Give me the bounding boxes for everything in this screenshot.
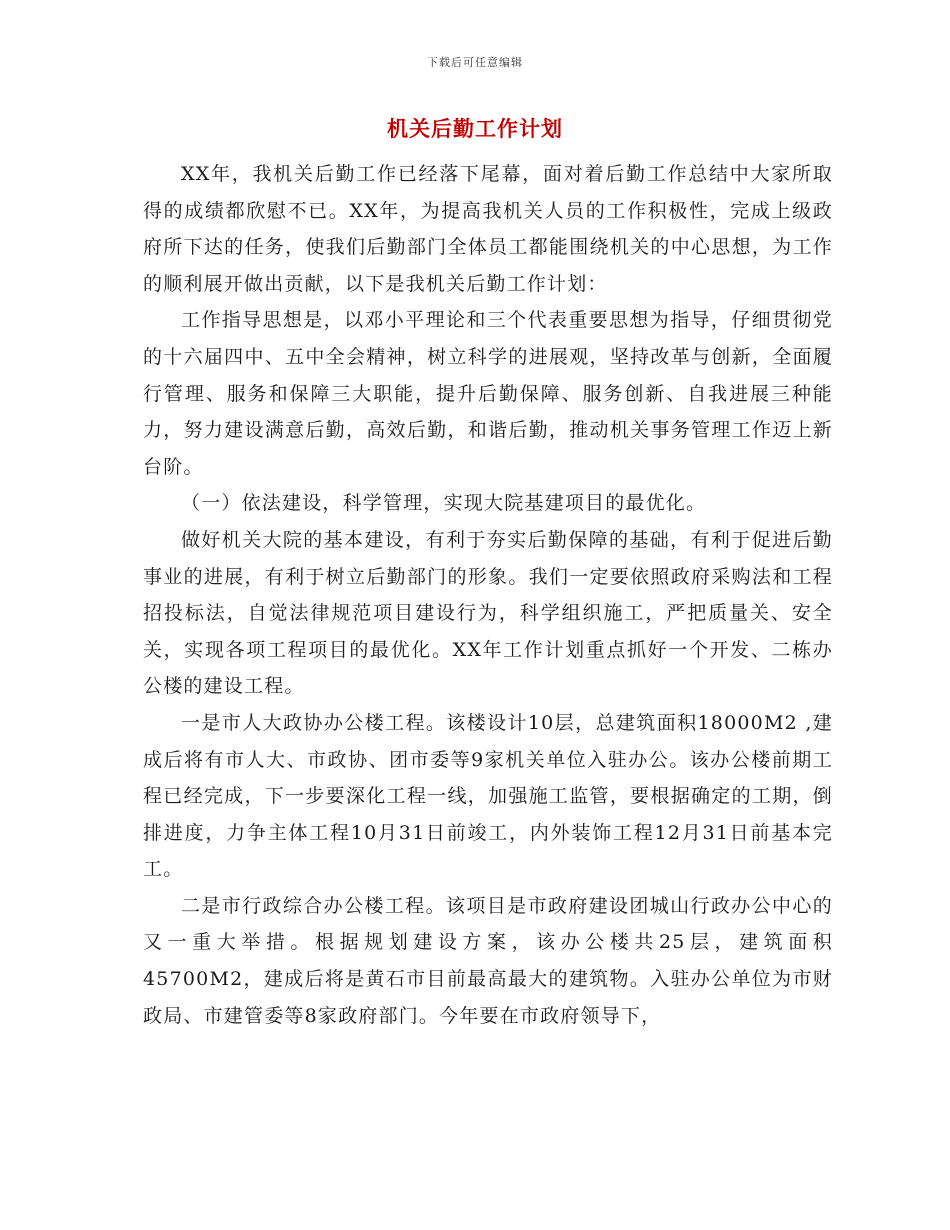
page-header-note: 下载后可任意编辑 [427,56,523,69]
paragraph-construction: 做好机关大院的基本建设，有利于夯实后勤保障的基础，有利于促进后勤事业的进展，有利于树立后勤部门的形象。我们一定要依照政府采购法和工程招投标法，自觉法律规范项目建设行为，科学组织施工，严把质量关、安全关，实现各项工程项目的最优化。XX年工作计划重点抓好一个开发、二栋办公楼的建设工程。 [143,528,833,698]
paragraph-project-1: 一是市人大政协办公楼工程。该楼设计10层，总建筑面积18000M2 ,建成后将有市人大、市政协、团市委等9家机关单位入驻办公。该办公楼前期工程已经完成，下一步要深化工程一线，加强施工监管，要根据确定的工期，倒排进度，力争主体工程10月31日前竣工，内外装饰工程12月31日前基本完工。 [143,711,833,881]
paragraph-intro: XX年，我机关后勤工作已经落下尾幕，面对着后勤工作总结中大家所取得的成绩都欣慰不已。XX年，为提高我机关人员的工作积极性，完成上级政府所下达的任务，使我们后勤部门全体员工都能围绕机关的中心思想，为工作的顺利展开做出贡献，以下是我机关后勤工作计划： [143,163,833,295]
document-body [143,156,833,1034]
paragraph-project-2: 二是市行政综合办公楼工程。该项目是市政府建设团城山行政办公中心的又一重大举措。根据规划建设方案，该办公楼共25层，建筑面积45700M2，建成后将是黄石市目前最高最大的建筑物。入驻办公单位为市财政局、市建管委等8家政府部门。今年要在市政府领导下， [143,894,833,1027]
paragraph-guiding-thought: 工作指导思想是，以邓小平理论和三个代表重要思想为指导，仔细贯彻党的十六届四中、五中全会精神，树立科学的进展观，坚持改革与创新，全面履行管理、服务和保障三大职能，提升后勤保障、服务创新、自我进展三种能力，努力建设满意后勤，高效后勤，和谐后勤，推动机关事务管理工作迈上新台阶。 [143,309,833,478]
document-title: 机关后勤工作计划 [387,116,563,141]
section-heading-1: （一）依法建设，科学管理，实现大院基建项目的最优化。 [181,492,707,515]
